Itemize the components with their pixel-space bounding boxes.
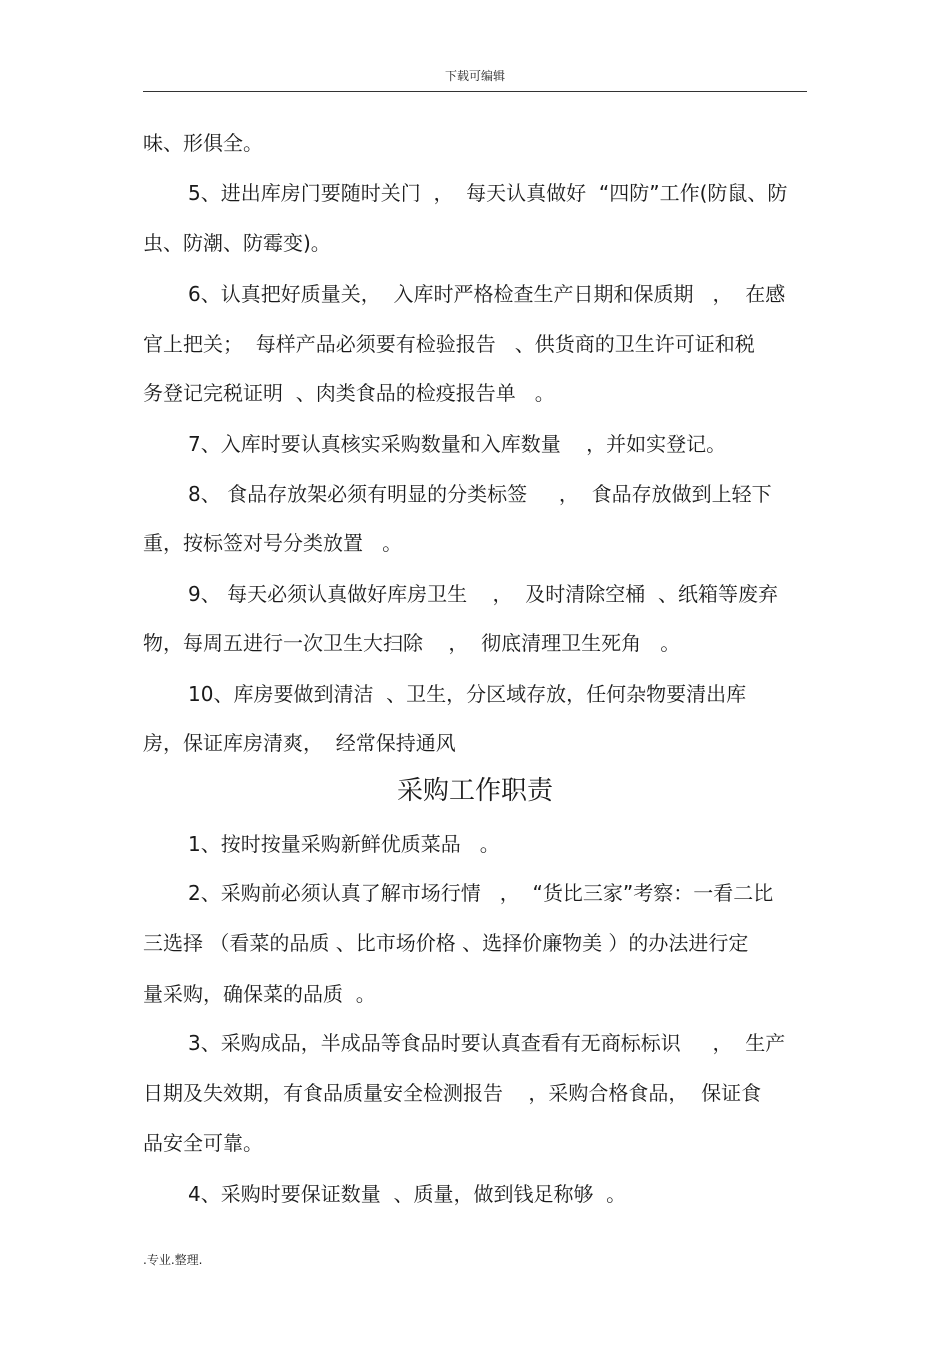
section-title: 采购工作职责 [396, 776, 553, 806]
paragraph-line: 三选择 （看菜的品质 、比市场价格 、选择价廉物美 ）的办法进行定 [143, 931, 749, 955]
header-rule [143, 91, 807, 92]
paragraph-line: 6、认真把好质量关， 入库时严格检查生产日期和保质期 ， 在感 [188, 282, 786, 306]
paragraph-line: 3、采购成品，半成品等食品时要认真查看有无商标标识 ， 生产 [188, 1031, 786, 1055]
paragraph-line: 10、库房要做到清洁 、卫生，分区域存放，任何杂物要清出库 [188, 682, 747, 706]
paragraph-line: 7、入库时要认真核实采购数量和入库数量 ，并如实登记。 [188, 432, 727, 456]
paragraph-line: 日期及失效期，有食品质量安全检测报告 ，采购合格食品， 保证食 [143, 1081, 762, 1105]
paragraph-line: 量采购，确保菜的品质 。 [143, 982, 376, 1006]
paragraph-line: 物，每周五进行一次卫生大扫除 ， 彻底清理卫生死角 。 [143, 631, 681, 655]
paragraph-line: 5、进出库房门要随时关门 ， 每天认真做好 “四防”工作(防鼠、防 [188, 181, 788, 205]
paragraph-line: 1、按时按量采购新鲜优质菜品 。 [188, 832, 500, 856]
paragraph-line: 虫、防潮、防霉变)。 [143, 231, 331, 255]
paragraph-line: 味、形俱全。 [143, 131, 263, 155]
paragraph-line: 品安全可靠。 [143, 1131, 263, 1155]
paragraph-line: 8、 食品存放架必须有明显的分类标签 ， 食品存放做到上轻下 [188, 482, 772, 506]
page-footer: .专业.整理. [143, 1253, 203, 1267]
paragraph-line: 重，按标签对号分类放置 。 [143, 531, 403, 555]
page-header: 下载可编辑 [444, 69, 505, 83]
paragraph-line: 4、采购时要保证数量 、质量，做到钱足称够 。 [188, 1182, 627, 1206]
paragraph-line: 务登记完税证明 、肉类食品的检疫报告单 。 [143, 381, 555, 405]
paragraph-line: 9、 每天必须认真做好库房卫生 ， 及时清除空桶 、纸箱等废弃 [188, 582, 778, 606]
paragraph-line: 官上把关； 每样产品必须要有检验报告 、供货商的卫生许可证和税 [143, 332, 755, 356]
paragraph-line: 2、采购前必须认真了解市场行情 ， “货比三家”考察：一看二比 [188, 881, 774, 905]
paragraph-line: 房，保证库房清爽， 经常保持通风 [143, 731, 456, 755]
